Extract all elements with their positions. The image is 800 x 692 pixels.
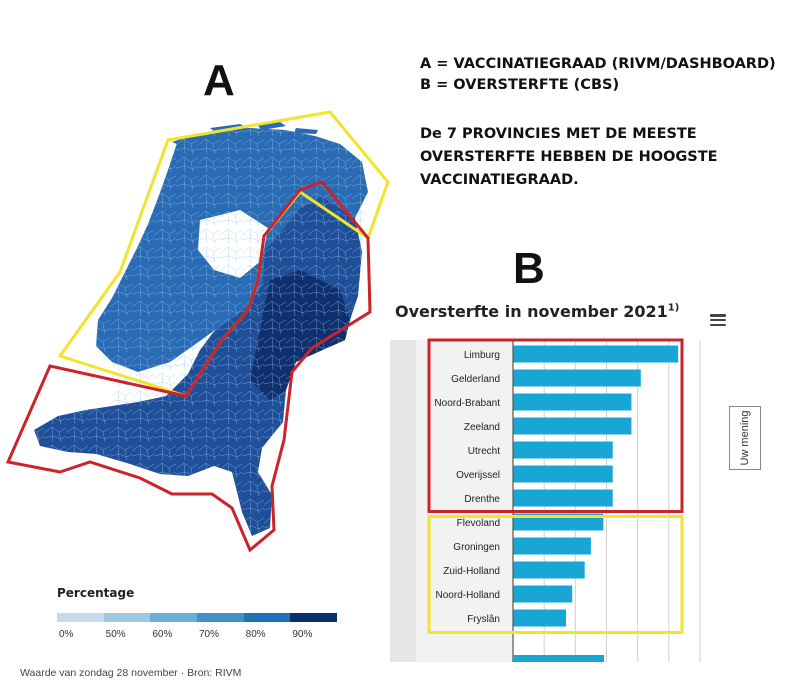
category-label: Overijssel bbox=[456, 470, 500, 481]
bar bbox=[513, 370, 641, 387]
category-label: Zuid-Holland bbox=[443, 566, 500, 577]
category-label: Gelderland bbox=[451, 374, 500, 385]
caption-statement-1: De 7 PROVINCIES MET DE MEESTE bbox=[420, 126, 697, 142]
chart-title bbox=[395, 302, 679, 321]
category-label: Fryslân bbox=[467, 614, 500, 625]
panel-a-letter: A bbox=[203, 56, 235, 105]
bar bbox=[513, 442, 613, 459]
map-municipal-borders bbox=[34, 128, 368, 536]
category-label: Zeeland bbox=[463, 422, 500, 433]
legend-label: 80% bbox=[245, 629, 266, 640]
bar bbox=[513, 418, 631, 435]
bar bbox=[513, 490, 613, 507]
legend-label: 50% bbox=[105, 629, 126, 640]
menu-line bbox=[710, 319, 726, 322]
plot-side-strip bbox=[390, 340, 416, 662]
bar-cutoff bbox=[513, 655, 604, 662]
caption-line-b: B = OVERSTERFTE (CBS) bbox=[420, 77, 620, 93]
legend-swatch bbox=[150, 613, 197, 622]
legend-swatch bbox=[57, 613, 104, 622]
chart-title-text: Oversterfte in november 2021 bbox=[395, 302, 668, 321]
caption-statement-2: OVERSTERFTE HEBBEN DE HOOGSTE bbox=[420, 149, 718, 165]
category-label: Limburg bbox=[463, 350, 500, 361]
menu-line bbox=[710, 324, 726, 327]
caption-statement-3: VACCINATIEGRAAD. bbox=[420, 172, 579, 188]
legend-label: 60% bbox=[152, 629, 173, 640]
chart-menu-icon[interactable] bbox=[710, 314, 726, 326]
category-label: Drenthe bbox=[464, 494, 500, 505]
bar bbox=[513, 562, 585, 579]
legend-swatch bbox=[290, 613, 337, 622]
legend-label: 0% bbox=[59, 629, 74, 640]
legend-label: 70% bbox=[199, 629, 220, 640]
category-label: Groningen bbox=[453, 542, 500, 553]
uw-mening-button[interactable] bbox=[729, 406, 761, 470]
bar bbox=[513, 538, 591, 555]
legend-swatch bbox=[197, 613, 244, 622]
uw-mening-label: Uw mening bbox=[739, 410, 751, 466]
category-label: Flevoland bbox=[456, 518, 500, 529]
source-note: Waarde van zondag 28 november · Bron: RIVM bbox=[20, 667, 242, 679]
bar bbox=[513, 394, 631, 411]
legend-swatch bbox=[244, 613, 291, 622]
netherlands-map bbox=[0, 100, 400, 560]
legend-title: Percentage bbox=[57, 586, 135, 600]
bar bbox=[513, 346, 678, 363]
category-label: Utrecht bbox=[467, 446, 500, 457]
legend-swatch bbox=[104, 613, 151, 622]
legend-label: 90% bbox=[292, 629, 313, 640]
bar bbox=[513, 610, 566, 627]
legend-color-scale bbox=[57, 613, 337, 622]
category-label: Noord-Brabant bbox=[434, 398, 500, 409]
bar bbox=[513, 586, 572, 603]
bar-chart bbox=[390, 334, 762, 662]
category-label: Noord-Holland bbox=[435, 590, 500, 601]
chart-title-footnote: 1) bbox=[667, 302, 680, 314]
bar bbox=[513, 466, 613, 483]
caption-line-a: A = VACCINATIEGRAAD (RIVM/DASHBOARD) bbox=[420, 56, 776, 72]
menu-line bbox=[710, 314, 726, 317]
panel-b-letter: B bbox=[513, 244, 545, 293]
legend-labels bbox=[57, 629, 337, 643]
